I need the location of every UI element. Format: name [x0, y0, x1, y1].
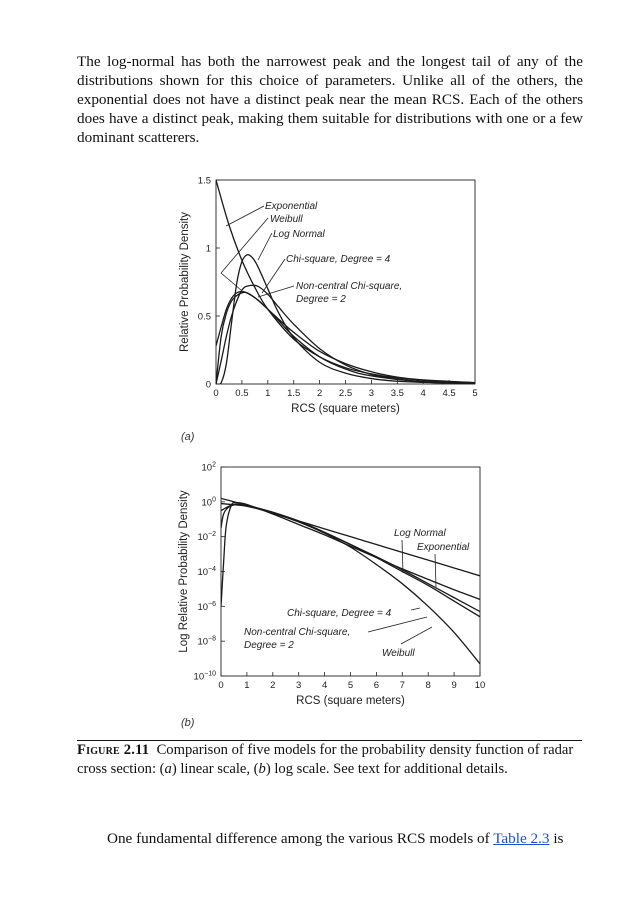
- next-paragraph-tail: is: [549, 830, 564, 847]
- y-axis-label: Relative Probability Density: [179, 212, 191, 352]
- figure-caption: [77, 741, 583, 778]
- y-tick-label: $10^{-2}$: [197, 531, 216, 544]
- y-tick-label: 0.5: [197, 311, 211, 323]
- y-tick-label: $10^2$: [201, 461, 216, 474]
- y-tick-label: $10^{-8}$: [197, 635, 216, 648]
- y-tick-label: 1.5: [197, 175, 211, 187]
- table-2-3-link[interactable]: Table 2.3: [493, 830, 550, 847]
- fig-b-sublabel: (b): [181, 717, 195, 729]
- y-axis-label: Log Relative Probability Density: [178, 490, 190, 653]
- x-tick-label: 5: [472, 388, 478, 399]
- fig-a-label-weibull: Weibull: [270, 214, 303, 225]
- fig-b-label-weibull: Weibull: [382, 648, 415, 659]
- caption-text-b: b: [258, 760, 266, 777]
- y-tick-label: $10^{-6}$: [197, 600, 216, 613]
- next-paragraph: [107, 829, 587, 848]
- fig-a-label-ncchi-2: Degree = 2: [296, 294, 346, 305]
- x-tick-label: 2: [316, 388, 323, 399]
- x-tick-label: 7: [399, 680, 405, 691]
- fig-b-label-exponential: Exponential: [417, 542, 470, 553]
- fig-a-sublabel: (a): [181, 431, 195, 443]
- fig-a-label-ncchi-1: Non-central Chi-square,: [296, 281, 403, 292]
- y-tick-label: 1: [205, 243, 211, 255]
- figure-b-series: [221, 498, 480, 663]
- x-tick-label: 4: [321, 680, 328, 691]
- y-tick-label: $10^{-4}$: [197, 566, 216, 578]
- fig-b-label-ncchi-2: Degree = 2: [244, 640, 294, 651]
- x-tick-label: 3.5: [390, 388, 404, 399]
- x-tick-label: 0: [218, 680, 224, 691]
- x-tick-label: 6: [373, 680, 380, 691]
- x-tick-label: 1: [265, 388, 271, 399]
- fig-b-label-lognormal: Log Normal: [394, 528, 446, 539]
- series-line-chi-square-degree-4: [221, 504, 480, 611]
- x-tick-label: 0: [213, 388, 219, 399]
- caption-text-2: ) linear scale, (: [171, 760, 259, 777]
- x-tick-label: 1.5: [287, 388, 301, 399]
- x-tick-label: 9: [451, 680, 457, 691]
- caption-label: Figure 2.11: [77, 742, 150, 758]
- caption-text-3: ) log scale. See text for additional details.: [265, 760, 508, 777]
- x-tick-label: 10: [474, 680, 486, 691]
- y-tick-label: $10^0$: [201, 496, 216, 509]
- next-paragraph-text: One fundamental difference among the various RCS models of: [107, 830, 494, 847]
- series-line-non-central-chi-square-degree-2: [221, 504, 480, 617]
- x-tick-label: 1: [244, 680, 250, 691]
- intro-paragraph: The log-normal has both the narrowest peak and the longest tail of any of the distributions shown for this choice of parameters. Unlike all of the others, the exponential does not have a distinct peak near the mean RCS. Each of the others does have a distinct peak, making them suitable for distributions with one or a few dominant scatterers.: [77, 53, 583, 146]
- series-line-weibull: [216, 292, 475, 384]
- x-tick-label: 0.5: [235, 388, 249, 399]
- x-tick-label: 5: [347, 680, 354, 691]
- fig-a-label-lognormal: Log Normal: [273, 229, 325, 240]
- x-tick-label: 3: [368, 388, 375, 399]
- x-tick-label: 3: [296, 680, 302, 691]
- fig-b-label-ncchi-1: Non-central Chi-square,: [244, 627, 351, 638]
- y-tick-label: $10^{-10}$: [193, 670, 216, 683]
- x-tick-label: 2: [270, 680, 276, 691]
- x-tick-label: 4.5: [442, 388, 456, 399]
- figure-b-ticks: [194, 462, 486, 692]
- x-tick-label: 4: [420, 388, 426, 399]
- fig-b-leader-lines: [368, 540, 436, 644]
- caption-text-1: Comparison of five models for the probability density function of radar cross section: (: [77, 742, 574, 777]
- fig-a-label-exponential: Exponential: [265, 201, 318, 212]
- x-axis-label: RCS (square meters): [291, 403, 400, 415]
- figure-a-linear-chart: [0, 170, 636, 455]
- y-tick-label: 0: [205, 379, 211, 391]
- fig-b-label-chisq: Chi-square, Degree = 4: [287, 608, 392, 619]
- caption-text-a: a: [164, 760, 172, 777]
- x-tick-label: 8: [425, 680, 431, 691]
- x-axis-label: RCS (square meters): [296, 695, 405, 707]
- fig-a-label-chisq: Chi-square, Degree = 4: [286, 254, 391, 265]
- x-tick-label: 2.5: [338, 388, 353, 399]
- figure-b-log-chart: [0, 452, 636, 737]
